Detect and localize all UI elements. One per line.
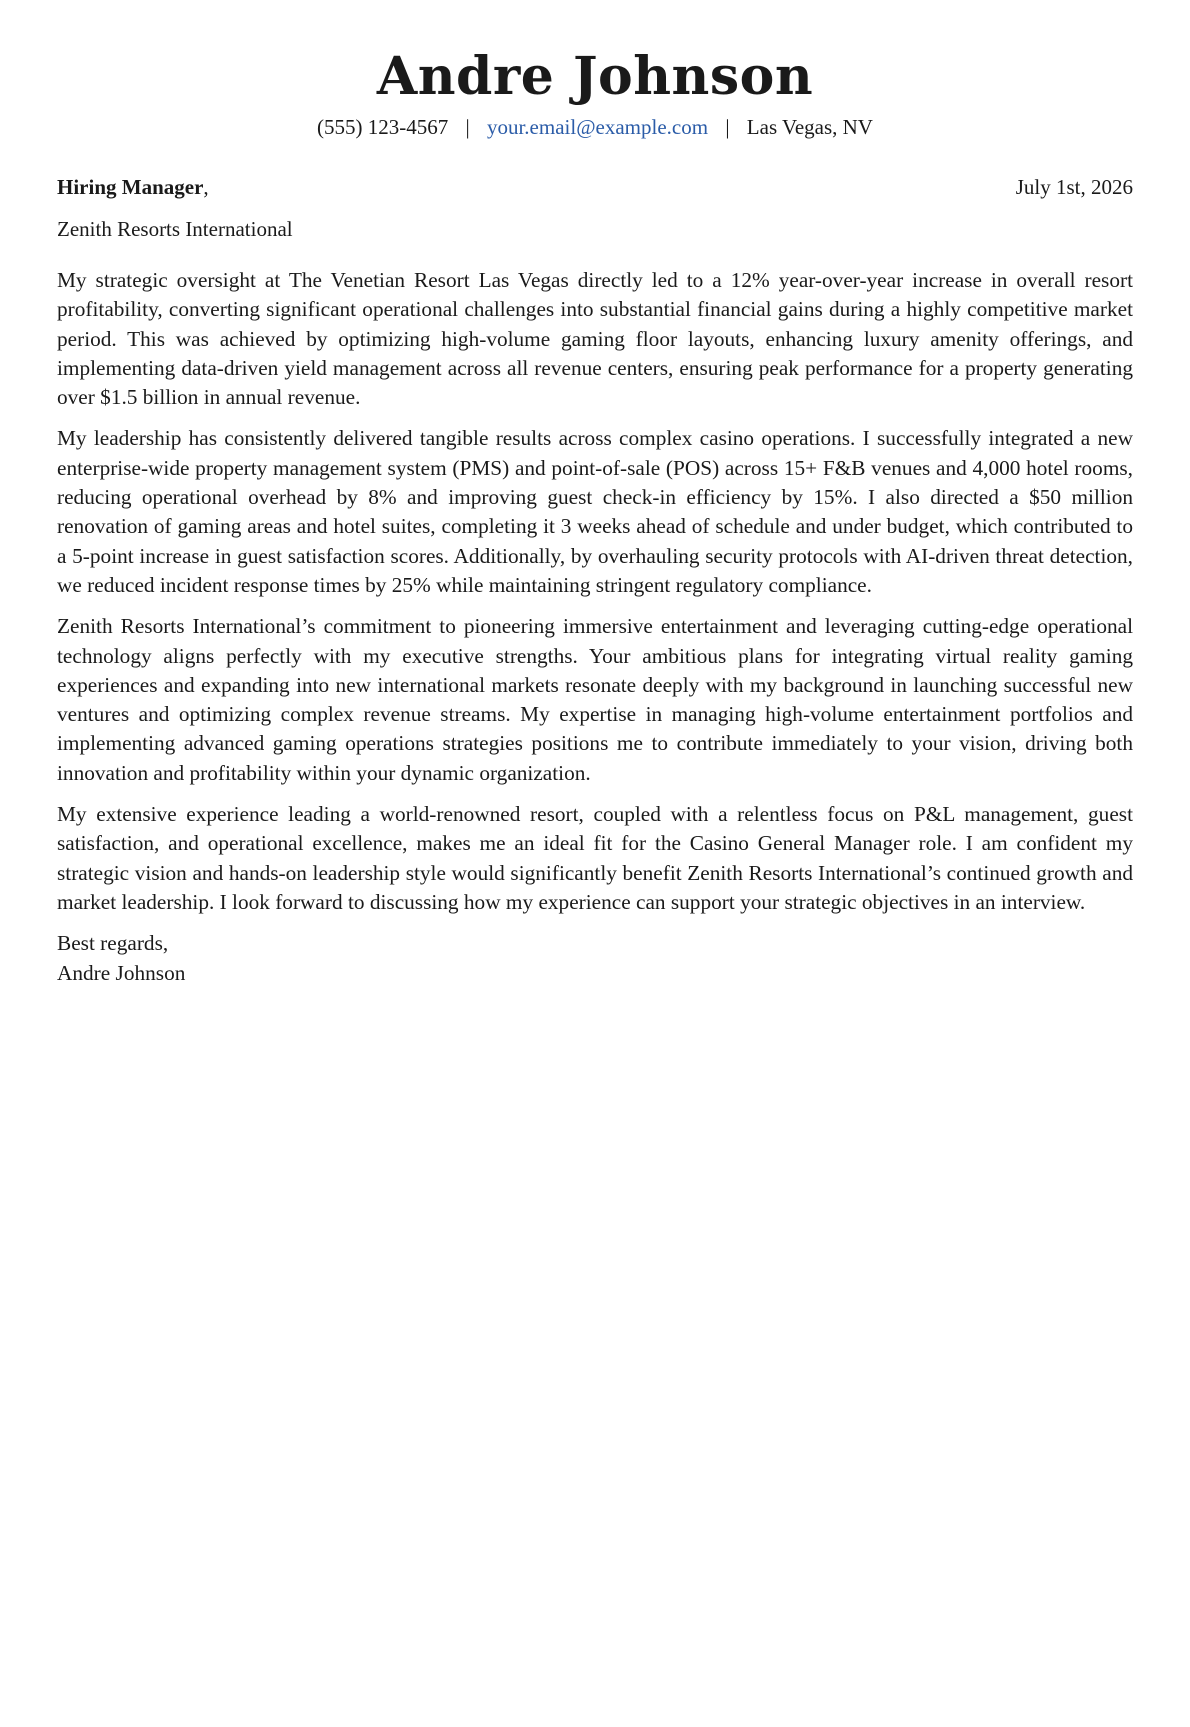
- recipient-title: Hiring Manager: [57, 175, 204, 199]
- contact-separator: |: [465, 115, 470, 139]
- letter-closing: [57, 929, 1133, 988]
- letter-date: July 1st, 2026: [1015, 175, 1133, 199]
- email-link[interactable]: your.email@example.com: [486, 115, 709, 139]
- letter-page: [0, 44, 1190, 1727]
- recipient-line: [57, 172, 209, 202]
- sender-name: Andre Johnson: [376, 46, 814, 107]
- body-paragraph: My extensive experience leading a world-renowned resort, coupled with a relentless focus on P&L management, guest satisfaction, and operational excellence, makes me an ideal fit for the Casino General Manager role. I am confident my strategic vision and hands-on leadership style would significantly benefit Zenith Resorts International’s continued growth and market leadership. I look forward to discussing how my experience can support your strategic objectives in an interview.: [57, 802, 1133, 914]
- letter-body: [57, 266, 1133, 917]
- closing-signature: Andre Johnson: [57, 960, 186, 985]
- recipient-date-row: [57, 172, 1133, 202]
- recipient-title-suffix: ,: [203, 175, 209, 199]
- body-paragraph: My leadership has consistently delivered tangible results across complex casino operations. I successfully integrated a new enterprise-wide property management system (PMS) and point-of-sale (POS) across 15+ F&B venues and 4,000 hotel rooms, reducing operational overhead by 8% and improving guest check-in efficiency by 15%. I also directed a $50 million renovation of gaming areas and hotel suites, completing it 3 weeks ahead of schedule and under budget, which contributed to a 5-point increase in guest satisfaction scores. Additionally, by overhauling security protocols with AI-driven threat detection, we reduced incident response times by 25% while maintaining stringent regulatory compliance.: [57, 426, 1133, 597]
- body-paragraph: Zenith Resorts International’s commitment to pioneering immersive entertainment and leveraging cutting-edge operational technology aligns perfectly with my executive strengths. Your ambitious plans for integrating virtual reality gaming experiences and expanding into new international markets resonate deeply with my background in launching successful new ventures and optimizing complex revenue streams. My expertise in managing high-volume entertainment portfolios and implementing advanced gaming operations strategies positions me to contribute immediately to your vision, driving both innovation and profitability within your dynamic organization.: [57, 614, 1133, 785]
- phone-number: (555) 123-4567: [317, 115, 449, 139]
- contact-separator: |: [725, 115, 730, 139]
- contact-line: [57, 110, 1133, 144]
- body-paragraph: My strategic oversight at The Venetian Resort Las Vegas directly led to a 12% year-over-year increase in overall resort profitability, converting significant operational challenges into substantial financial gains during a highly competitive market period. This was achieved by optimizing high-volume gaming floor layouts, enhancing luxury amenity offerings, and implementing data-driven yield management across all revenue centers, ensuring peak performance for a property generating over $1.5 billion in annual revenue.: [57, 268, 1133, 410]
- closing-salutation: Best regards,: [57, 931, 169, 956]
- location: Las Vegas, NV: [746, 115, 873, 139]
- recipient-company: Zenith Resorts International: [57, 217, 293, 241]
